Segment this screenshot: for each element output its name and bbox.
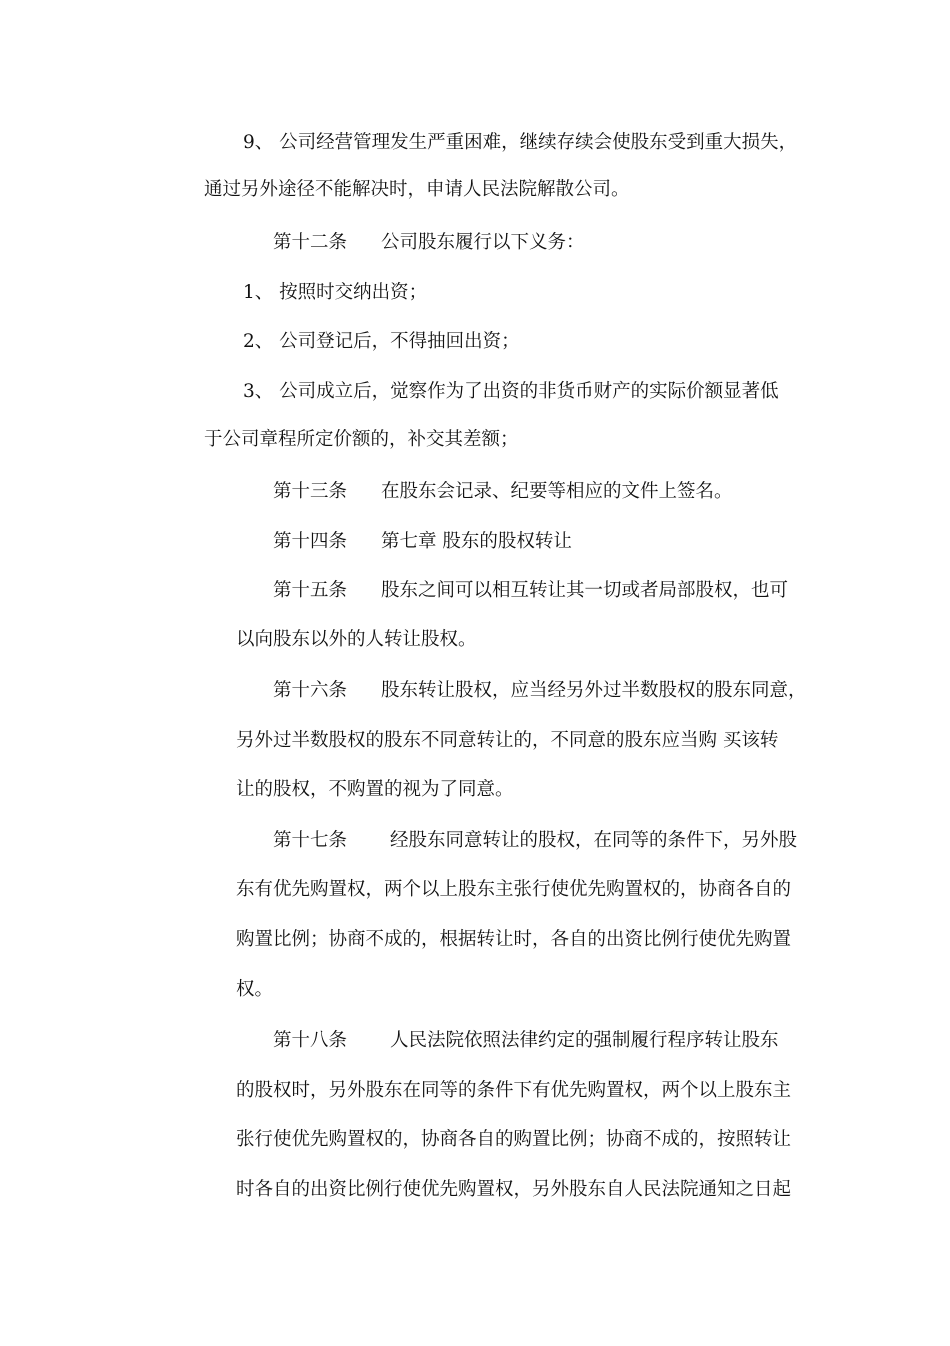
item-1-line-1: 1、 按照时交纳出资；: [243, 282, 428, 303]
article-17-line-2: 东有优先购置权，两个以上股东主张行使优先购置权的，协商各自的: [236, 879, 792, 900]
article-14-line-1: 第七章 股东的股权转让: [381, 531, 572, 552]
item-3-line-1: 3、 公司成立后，觉察作为了出资的非货币财产的实际价额显著低: [243, 381, 779, 402]
article-15-number: 第十五条: [273, 580, 348, 601]
article-16-line-2: 另外过半数股权的股东不同意转让的，不同意的股东应当购 买该转: [236, 730, 779, 751]
article-18-number: 第十八条: [273, 1030, 348, 1051]
article-15-line-2: 以向股东以外的人转让股权。: [236, 629, 477, 650]
item-9-line-2: 通过另外途径不能解决时，申请人民法院解散公司。: [204, 179, 630, 200]
article-16-line-3: 让的股权，不购置的视为了同意。: [236, 779, 514, 800]
item-3-line-2: 于公司章程所定价额的，补交其差额；: [204, 429, 519, 450]
article-13-line-1: 在股东会记录、纪要等相应的文件上签名。: [381, 481, 733, 502]
article-17-line-4: 权。: [236, 979, 274, 1000]
article-15-line-1: 股东之间可以相互转让其一切或者局部股权，也可: [381, 580, 789, 601]
article-17-line-3: 购置比例；协商不成的，根据转让时，各自的出资比例行使优先购置: [236, 929, 792, 950]
article-17-number: 第十七条: [273, 830, 348, 851]
article-14-number: 第十四条: [273, 531, 348, 552]
article-18-line-3: 张行使优先购置权的，协商各自的购置比例；协商不成的，按照转让: [236, 1129, 792, 1150]
article-17-line-1: 经股东同意转让的股权，在同等的条件下，另外股: [390, 830, 798, 851]
article-18-line-2: 的股权时，另外股东在同等的条件下有优先购置权，两个以上股东主: [236, 1080, 792, 1101]
article-16-number: 第十六条: [273, 680, 348, 701]
article-16-line-1: 股东转让股权，应当经另外过半数股权的股东同意，: [381, 680, 807, 701]
article-18-line-4: 时各自的出资比例行使优先购置权，另外股东自人民法院通知之日起: [236, 1179, 792, 1200]
article-12-line-1: 公司股东履行以下义务：: [381, 232, 585, 253]
article-12-number: 第十二条: [273, 232, 348, 253]
article-18-line-1: 人民法院依照法律约定的强制履行程序转让股东: [390, 1030, 779, 1051]
item-2-line-1: 2、 公司登记后，不得抽回出资；: [243, 331, 520, 352]
item-9-line-1: 9、 公司经营管理发生严重困难，继续存续会使股东受到重大损失，: [243, 132, 798, 153]
article-13-number: 第十三条: [273, 481, 348, 502]
